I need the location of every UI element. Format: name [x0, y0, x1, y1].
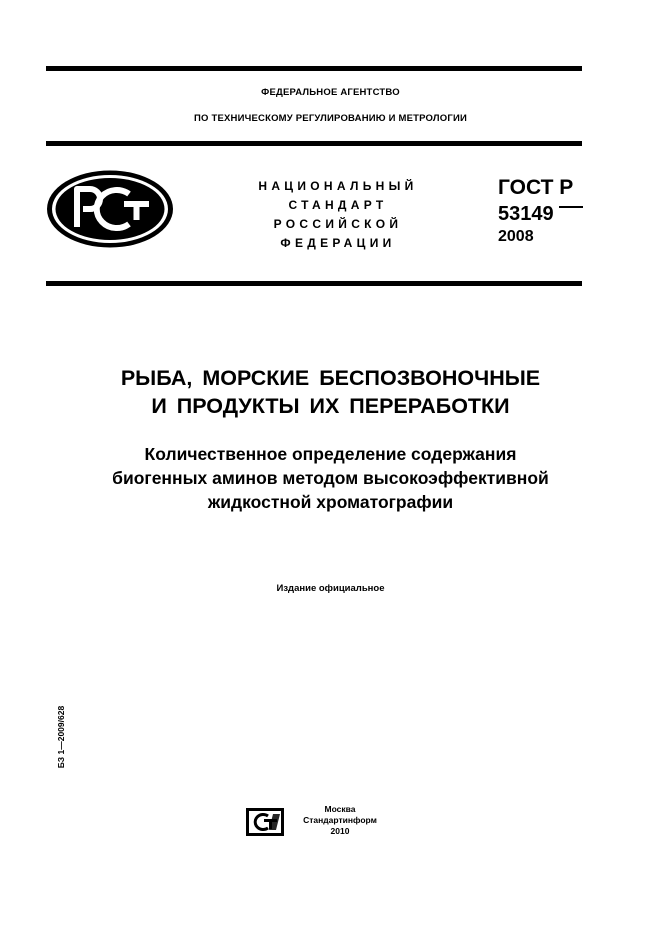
standard-type-line: ФЕДЕРАЦИИ — [280, 236, 396, 250]
standartinform-logo-icon — [246, 808, 284, 836]
document-subtitle-line: биогенных аминов методом высокоэффективной — [112, 468, 549, 488]
standard-designation: ГОСТ Р — [498, 176, 574, 199]
document-subtitle-line: жидкостной хроматографии — [207, 492, 454, 512]
side-code: БЗ 1—2009/628 — [56, 705, 66, 769]
standard-number: 53149 — [498, 203, 554, 225]
title-block-rule — [46, 281, 582, 286]
agency-name-line2: ПО ТЕХНИЧЕСКОМУ РЕГУЛИРОВАНИЮ И МЕТРОЛОГИИ — [194, 113, 467, 124]
document-subtitle — [0, 442, 661, 514]
publisher-imprint — [300, 804, 380, 837]
standard-type-line: РОССИЙСКОЙ — [273, 217, 403, 231]
publisher-name: Стандартинформ — [303, 815, 377, 825]
agency-name-line1: ФЕДЕРАЛЬНОЕ АГЕНТСТВО — [261, 87, 400, 98]
document-title — [0, 364, 661, 420]
document-title-line: И ПРОДУКТЫ ИХ ПЕРЕРАБОТКИ — [151, 394, 510, 418]
standard-number-dash — [559, 206, 583, 208]
top-rule — [46, 66, 582, 71]
header-rule — [46, 141, 582, 146]
standard-type-line: НАЦИОНАЛЬНЫЙ — [258, 179, 418, 193]
document-title-line: РЫБА, МОРСКИЕ БЕСПОЗВОНОЧНЫЕ — [120, 366, 541, 390]
edition-note: Издание официальное — [276, 583, 385, 594]
document-subtitle-line: Количественное определение содержания — [144, 444, 517, 464]
publication-year: 2010 — [330, 826, 350, 836]
gost-r-emblem-icon — [44, 168, 176, 250]
standard-type-line: СТАНДАРТ — [288, 198, 388, 212]
standard-type-label — [232, 177, 444, 253]
publisher-city: Москва — [324, 804, 356, 814]
standard-year: 2008 — [498, 228, 534, 245]
